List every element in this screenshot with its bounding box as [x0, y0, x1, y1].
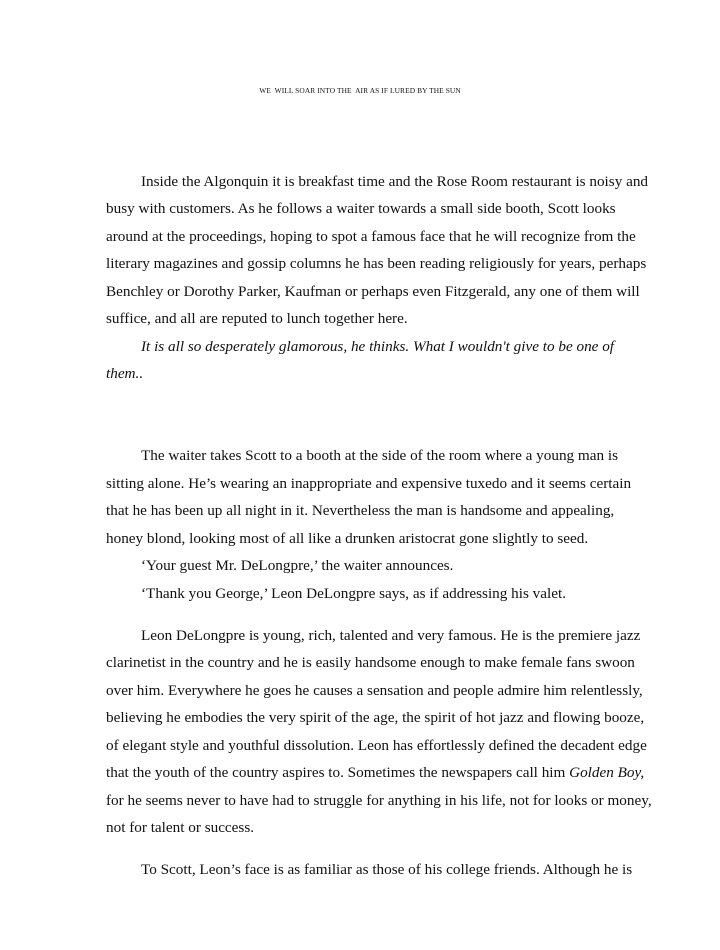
text-line: of elegant style and youthful dissolution. Leon has effortlessly defined the decadent edge	[106, 737, 647, 754]
text-line: The waiter takes Scott to a booth at the side of the room where a young man is	[141, 447, 619, 464]
text-line: believing he embodies the very spirit of the age, the spirit of hot jazz and flowing booze,	[106, 709, 645, 726]
text-line: suffice, and all are reputed to lunch together here.	[106, 310, 408, 327]
text-line: clarinetist in the country and he is easily handsome enough to make female fans swoon	[106, 654, 635, 671]
dialogue-line-leon: ‘Thank you George,’ Leon DeLongpre says, as if addressing his valet.	[141, 585, 566, 602]
text-line: that he has been up all night in it. Nevertheless the man is handsome and appealing,	[106, 502, 615, 519]
dialogue-line-waiter: ‘Your guest Mr. DeLongpre,’ the waiter announces.	[141, 557, 454, 574]
text-line: Leon DeLongpre is young, rich, talented and very famous. He is the premiere jazz	[141, 627, 641, 644]
text-line: for he seems never to have had to struggle for anything in his life, not for looks or money,	[106, 792, 652, 809]
text-line: sitting alone. He’s wearing an inappropriate and expensive tuxedo and it seems certain	[106, 475, 632, 492]
text-line: busy with customers. As he follows a waiter towards a small side booth, Scott looks	[106, 200, 616, 217]
text-line: honey blond, looking most of all like a drunken aristocrat gone slightly to seed.	[106, 530, 589, 547]
running-header: WE WILL SOAR INTO THE AIR AS IF LURED BY THE SUN	[259, 86, 461, 95]
text-line: To Scott, Leon’s face is as familiar as those of his college friends. Although he is	[141, 861, 633, 878]
text-line: them..	[106, 365, 144, 382]
text-line: over him. Everywhere he goes he causes a sensation and people admire him relentlessly,	[106, 682, 643, 699]
text-line: Inside the Algonquin it is breakfast time and the Rose Room restaurant is noisy and	[141, 173, 649, 190]
italic-phrase-golden-boy: Golden Boy,	[569, 764, 645, 781]
text-line: around at the proceedings, hoping to spot a famous face that he will recognize from the	[106, 228, 636, 245]
text-line: It is all so desperately glamorous, he thinks. What I wouldn't give to be one of	[141, 338, 615, 355]
text-line: Benchley or Dorothy Parker, Kaufman or perhaps even Fitzgerald, any one of them will	[106, 283, 640, 300]
text-segment: that the youth of the country aspires to. Sometimes the newspapers call him	[106, 764, 570, 781]
text-line-with-italic	[106, 763, 645, 783]
text-line: not for talent or success.	[106, 819, 255, 836]
text-line: literary magazines and gossip columns he has been reading religiously for years, perhaps	[106, 255, 647, 272]
